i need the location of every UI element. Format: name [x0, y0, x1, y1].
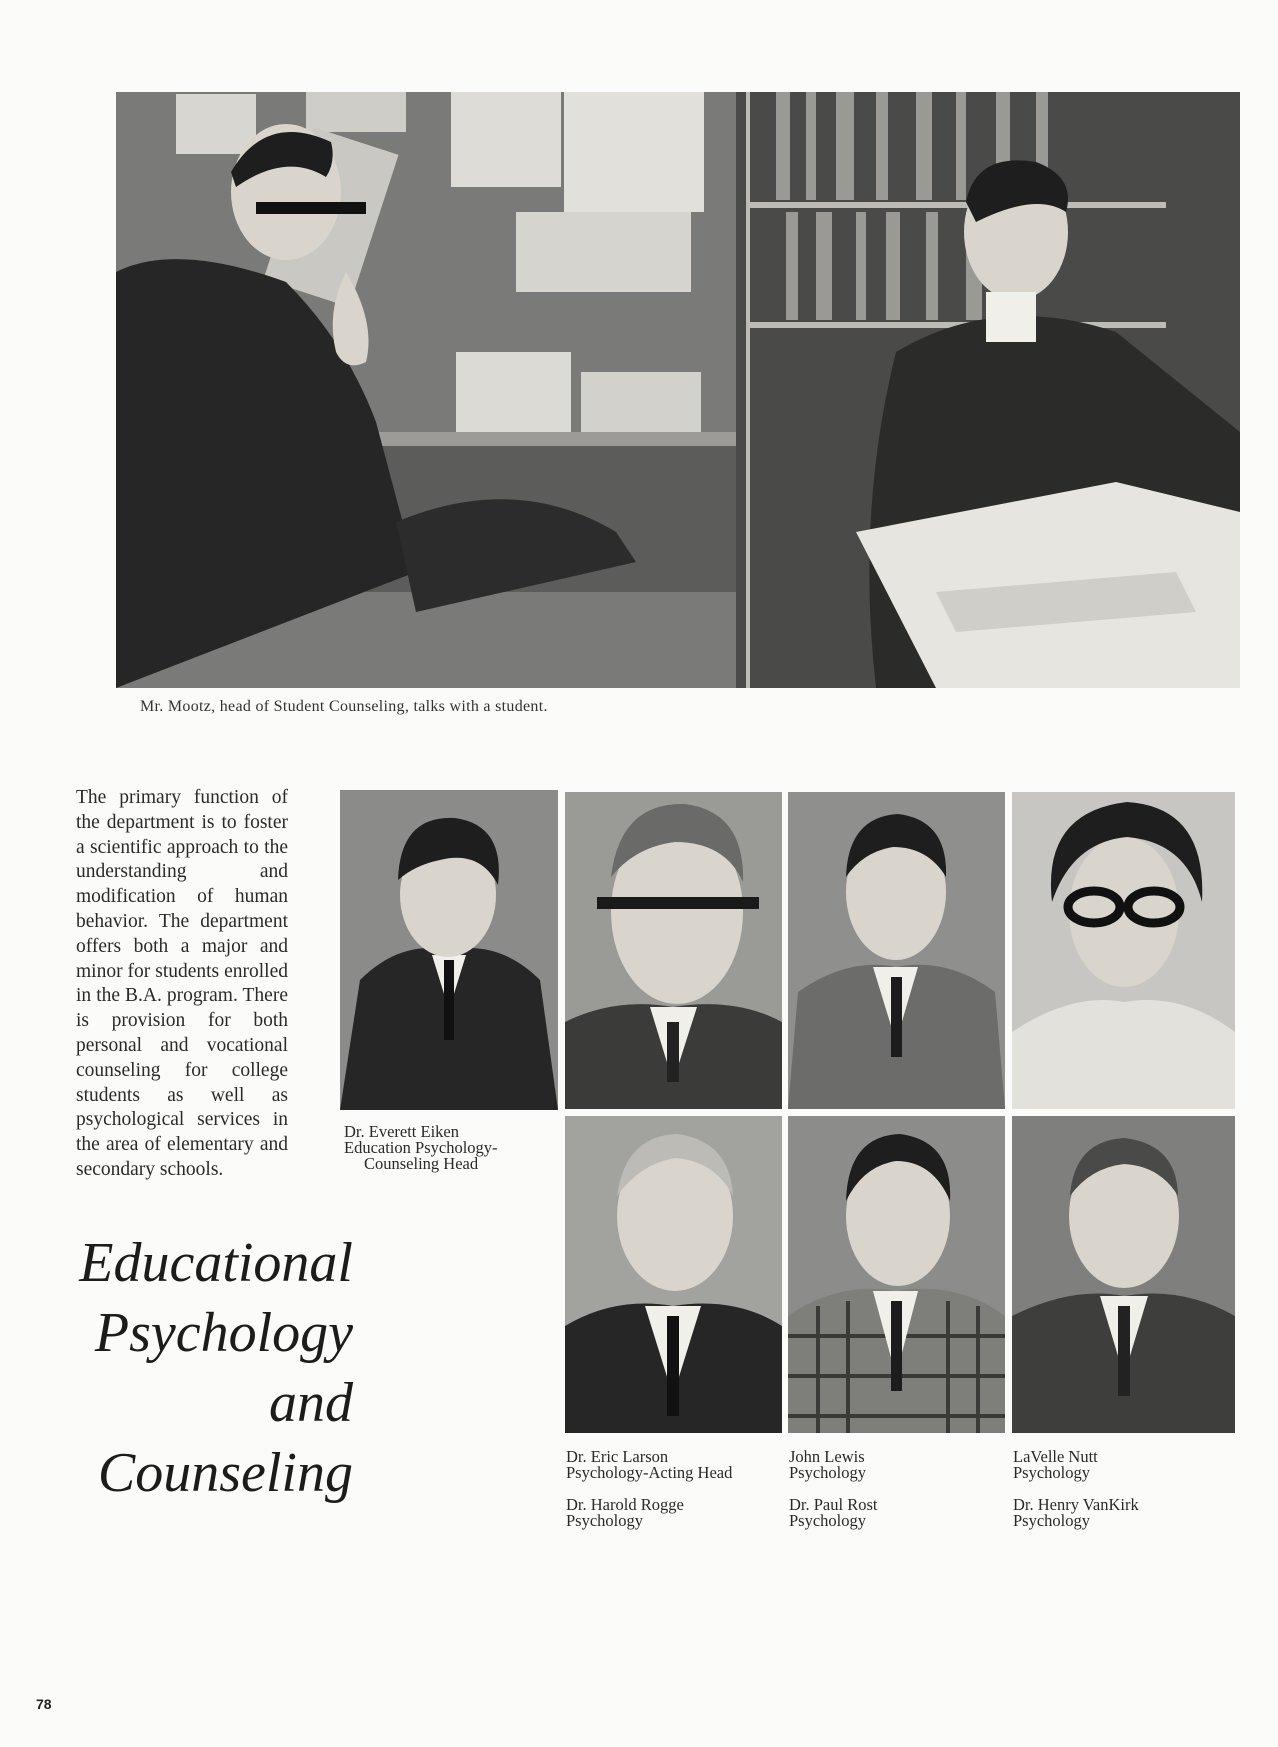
faculty-name: Dr. Eric Larson	[566, 1447, 669, 1466]
title-line-1: Educational	[79, 1232, 353, 1294]
faculty-role: Psychology	[1013, 1463, 1091, 1482]
featured-name: Dr. Everett Eiken	[344, 1122, 460, 1141]
counseling-photo	[116, 92, 1240, 688]
featured-role-2: Counseling Head	[364, 1154, 479, 1173]
faculty-name: Dr. Paul Rost	[789, 1495, 878, 1514]
intro-paragraph: The primary function of the department is to foster a scientific approach to the understanding and modification of human behavior. The department offers both a major and minor for students enrolled in the B.A. program. There is provision for both personal and vocational counseling for college students as well as psychological services in the area of elementary and secondary schools.	[76, 787, 288, 1180]
portrait-rogge	[565, 1116, 782, 1433]
faculty-name: John Lewis	[789, 1447, 865, 1466]
caption-featured	[344, 1124, 498, 1172]
faculty-role: Psychology	[1013, 1511, 1091, 1530]
portrait-larson	[565, 792, 782, 1109]
title-line-2: Psychology	[94, 1302, 353, 1364]
faculty-name: Dr. Harold Rogge	[566, 1495, 684, 1514]
portrait-nutt	[1012, 792, 1235, 1109]
photo-caption: Mr. Mootz, head of Student Counseling, talks with a student.	[140, 698, 548, 715]
featured-role-1: Education Psychology-	[344, 1138, 498, 1157]
portrait-rost	[788, 1116, 1005, 1433]
department-title	[79, 1228, 353, 1508]
title-line-3: and	[269, 1372, 353, 1434]
portrait-featured	[340, 790, 558, 1110]
faculty-name: LaVelle Nutt	[1013, 1447, 1098, 1466]
faculty-role: Psychology	[566, 1511, 644, 1530]
page-number: 78	[36, 1696, 52, 1712]
caption-col-3	[1013, 1449, 1139, 1529]
faculty-name: Dr. Henry VanKirk	[1013, 1495, 1139, 1514]
caption-col-1	[566, 1449, 732, 1529]
portrait-vankirk	[1012, 1116, 1235, 1433]
caption-col-2	[789, 1449, 877, 1529]
portrait-lewis	[788, 792, 1005, 1109]
title-line-4: Counseling	[97, 1442, 353, 1504]
faculty-role: Psychology-Acting Head	[566, 1463, 733, 1482]
faculty-role: Psychology	[789, 1511, 867, 1530]
faculty-role: Psychology	[789, 1463, 867, 1482]
